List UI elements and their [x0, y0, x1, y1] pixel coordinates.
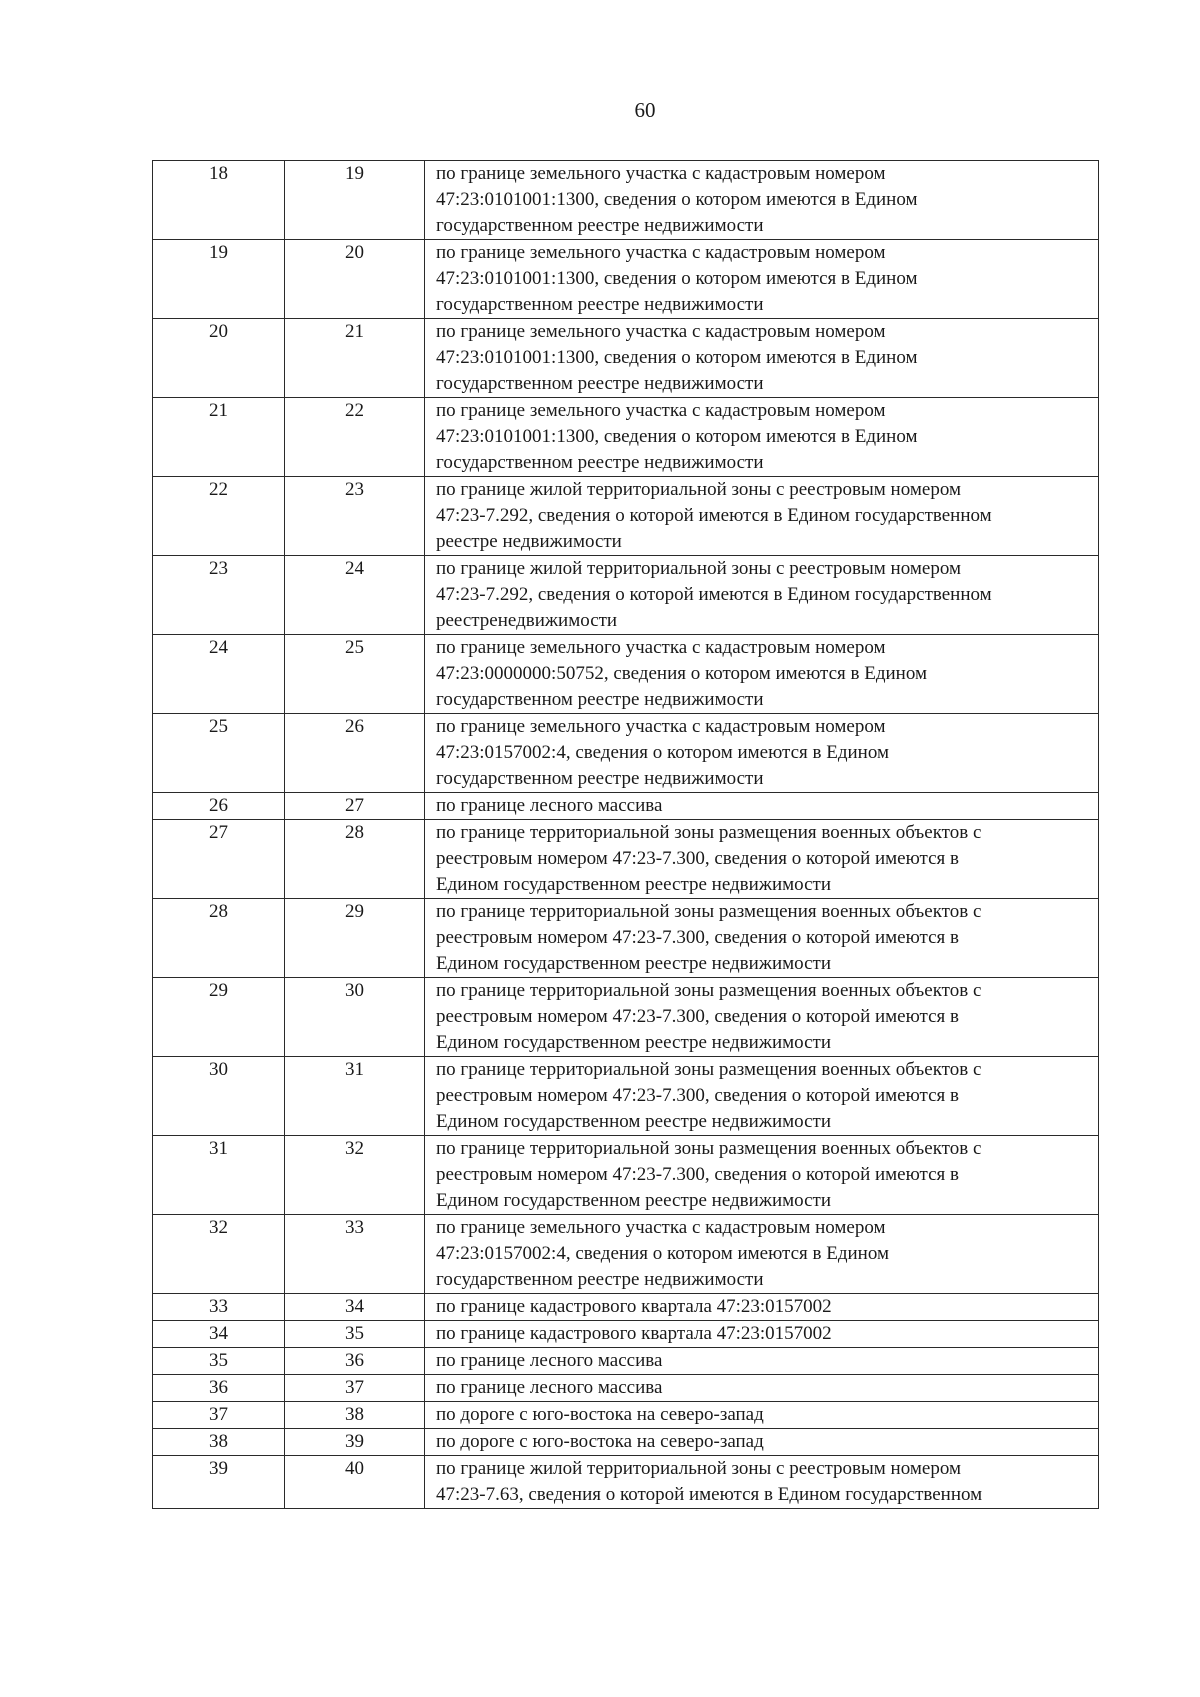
table-row [153, 477, 1099, 556]
point-to-cell: 32 [285, 1136, 425, 1215]
point-to-cell: 22 [285, 398, 425, 477]
boundary-description-cell: по границе территориальной зоны размещения военных объектов с реестровым номером 47:23-7.300, сведения о которой имеются в Едином государственном реестре недвижимости [425, 899, 1099, 978]
point-to-cell: 23 [285, 477, 425, 556]
point-from-cell: 20 [153, 319, 285, 398]
point-to-cell: 27 [285, 793, 425, 820]
table-row [153, 1402, 1099, 1429]
boundary-description-cell: по границе земельного участка с кадастровым номером 47:23:0157002:4, сведения о котором имеются в Едином государственном реестре недвижимости [425, 714, 1099, 793]
table-row [153, 1429, 1099, 1456]
point-to-cell: 24 [285, 556, 425, 635]
table-row [153, 1348, 1099, 1375]
point-from-cell: 28 [153, 899, 285, 978]
point-from-cell: 21 [153, 398, 285, 477]
table-row [153, 1057, 1099, 1136]
point-from-cell: 19 [153, 240, 285, 319]
point-from-cell: 24 [153, 635, 285, 714]
point-from-cell: 32 [153, 1215, 285, 1294]
boundary-description-cell: по дороге с юго-востока на северо-запад [425, 1429, 1099, 1456]
point-from-cell: 38 [153, 1429, 285, 1456]
boundary-description-cell: по границе жилой территориальной зоны с реестровым номером 47:23-7.63, сведения о которой имеются в Едином государственном [425, 1456, 1099, 1509]
point-to-cell: 26 [285, 714, 425, 793]
boundary-table [152, 160, 1099, 1509]
boundary-description-cell: по границе лесного массива [425, 1375, 1099, 1402]
table-row [153, 793, 1099, 820]
boundary-description-cell: по дороге с юго-востока на северо-запад [425, 1402, 1099, 1429]
boundary-description-cell: по границе территориальной зоны размещения военных объектов с реестровым номером 47:23-7.300, сведения о которой имеются в Едином государственном реестре недвижимости [425, 1136, 1099, 1215]
point-from-cell: 26 [153, 793, 285, 820]
boundary-description-cell: по границе лесного массива [425, 1348, 1099, 1375]
point-from-cell: 33 [153, 1294, 285, 1321]
boundary-table-body [153, 161, 1099, 1509]
boundary-description-cell: по границе земельного участка с кадастровым номером 47:23:0157002:4, сведения о котором имеются в Едином государственном реестре недвижимости [425, 1215, 1099, 1294]
boundary-description-cell: по границе земельного участка с кадастровым номером 47:23:0101001:1300, сведения о котором имеются в Едином государственном реестре недвижимости [425, 319, 1099, 398]
boundary-description-cell: по границе территориальной зоны размещения военных объектов с реестровым номером 47:23-7.300, сведения о которой имеются в Едином государственном реестре недвижимости [425, 1057, 1099, 1136]
point-to-cell: 19 [285, 161, 425, 240]
boundary-description-cell: по границе лесного массива [425, 793, 1099, 820]
boundary-description-cell: по границе территориальной зоны размещения военных объектов с реестровым номером 47:23-7.300, сведения о которой имеются в Едином государственном реестре недвижимости [425, 820, 1099, 899]
table-row [153, 899, 1099, 978]
table-row [153, 714, 1099, 793]
point-to-cell: 29 [285, 899, 425, 978]
boundary-description-cell: по границе жилой территориальной зоны с реестровым номером 47:23-7.292, сведения о которой имеются в Едином государственном реестренедвижимости [425, 556, 1099, 635]
point-from-cell: 18 [153, 161, 285, 240]
point-from-cell: 37 [153, 1402, 285, 1429]
boundary-description-cell: по границе жилой территориальной зоны с реестровым номером 47:23-7.292, сведения о которой имеются в Едином государственном реестре недвижимости [425, 477, 1099, 556]
point-from-cell: 35 [153, 1348, 285, 1375]
table-row [153, 1294, 1099, 1321]
point-to-cell: 30 [285, 978, 425, 1057]
point-to-cell: 28 [285, 820, 425, 899]
point-from-cell: 39 [153, 1456, 285, 1509]
point-to-cell: 20 [285, 240, 425, 319]
table-row [153, 161, 1099, 240]
point-to-cell: 36 [285, 1348, 425, 1375]
point-to-cell: 38 [285, 1402, 425, 1429]
table-row [153, 635, 1099, 714]
table-row [153, 820, 1099, 899]
boundary-description-cell: по границе кадастрового квартала 47:23:0157002 [425, 1321, 1099, 1348]
boundary-description-cell: по границе земельного участка с кадастровым номером 47:23:0101001:1300, сведения о котором имеются в Едином государственном реестре недвижимости [425, 240, 1099, 319]
boundary-description-cell: по границе кадастрового квартала 47:23:0157002 [425, 1294, 1099, 1321]
table-row [153, 1136, 1099, 1215]
point-to-cell: 37 [285, 1375, 425, 1402]
point-from-cell: 36 [153, 1375, 285, 1402]
table-row [153, 978, 1099, 1057]
table-row [153, 1215, 1099, 1294]
table-row [153, 1321, 1099, 1348]
point-from-cell: 34 [153, 1321, 285, 1348]
point-to-cell: 39 [285, 1429, 425, 1456]
boundary-description-cell: по границе земельного участка с кадастровым номером 47:23:0101001:1300, сведения о котором имеются в Едином государственном реестре недвижимости [425, 161, 1099, 240]
page-number: 60 [634, 98, 656, 122]
point-to-cell: 40 [285, 1456, 425, 1509]
table-row [153, 1375, 1099, 1402]
point-to-cell: 33 [285, 1215, 425, 1294]
boundary-description-cell: по границе земельного участка с кадастровым номером 47:23:0101001:1300, сведения о котором имеются в Едином государственном реестре недвижимости [425, 398, 1099, 477]
point-from-cell: 31 [153, 1136, 285, 1215]
table-row [153, 556, 1099, 635]
point-to-cell: 21 [285, 319, 425, 398]
table-row [153, 1456, 1099, 1509]
point-to-cell: 35 [285, 1321, 425, 1348]
boundary-description-cell: по границе земельного участка с кадастровым номером 47:23:0000000:50752, сведения о котором имеются в Едином государственном реестре недвижимости [425, 635, 1099, 714]
point-from-cell: 30 [153, 1057, 285, 1136]
point-from-cell: 25 [153, 714, 285, 793]
point-from-cell: 27 [153, 820, 285, 899]
table-row [153, 240, 1099, 319]
point-from-cell: 23 [153, 556, 285, 635]
point-to-cell: 25 [285, 635, 425, 714]
boundary-description-cell: по границе территориальной зоны размещения военных объектов с реестровым номером 47:23-7.300, сведения о которой имеются в Едином государственном реестре недвижимости [425, 978, 1099, 1057]
table-row [153, 398, 1099, 477]
point-from-cell: 29 [153, 978, 285, 1057]
point-from-cell: 22 [153, 477, 285, 556]
point-to-cell: 31 [285, 1057, 425, 1136]
table-row [153, 319, 1099, 398]
point-to-cell: 34 [285, 1294, 425, 1321]
